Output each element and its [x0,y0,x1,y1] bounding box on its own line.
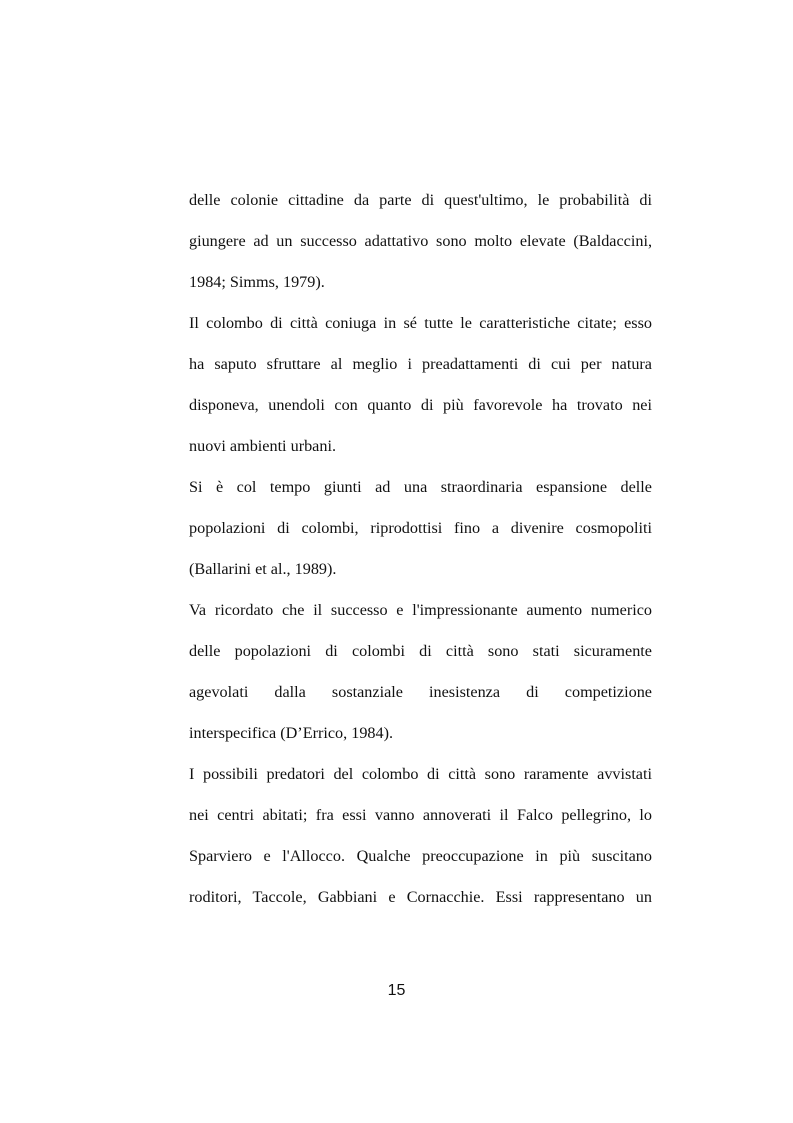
text-line: (Ballarini et al., 1989). [189,560,337,578]
text-line: delle colonie cittadine da parte di quest'ultimo, le probabilità di [189,191,652,209]
text-line: roditori, Taccole, Gabbiani e Cornacchie. Essi rappresentano un [189,888,652,906]
text-line: agevolati dalla sostanziale inesistenza di competizione [189,683,652,701]
text-line: Si è col tempo giunti ad una straordinaria espansione delle [189,478,652,496]
text-line: nei centri abitati; fra essi vanno annoverati il Falco pellegrino, lo [189,806,652,824]
text-line: Sparviero e l'Allocco. Qualche preoccupazione in più suscitano [189,847,652,865]
text-line: nuovi ambienti urbani. [189,437,337,455]
text-line: disponeva, unendoli con quanto di più favorevole ha trovato nei [189,396,652,414]
text-line: Va ricordato che il successo e l'impressionante aumento numerico [189,601,652,619]
text-line: ha saputo sfruttare al meglio i preadattamenti di cui per natura [189,355,652,373]
text-line: 1984; Simms, 1979). [189,273,325,291]
text-line: giungere ad un successo adattativo sono molto elevate (Baldaccini, [189,232,652,250]
text-line: popolazioni di colombi, riprodottisi fino a divenire cosmopoliti [189,519,652,537]
page-number: 15 [387,982,406,999]
body-text [189,185,652,923]
text-line: Il colombo di città coniuga in sé tutte le caratteristiche citate; esso [189,314,652,332]
text-line: I possibili predatori del colombo di città sono raramente avvistati [189,765,652,783]
text-line: delle popolazioni di colombi di città sono stati sicuramente [189,642,652,660]
text-line: interspecifica (D’Errico, 1984). [189,724,394,742]
